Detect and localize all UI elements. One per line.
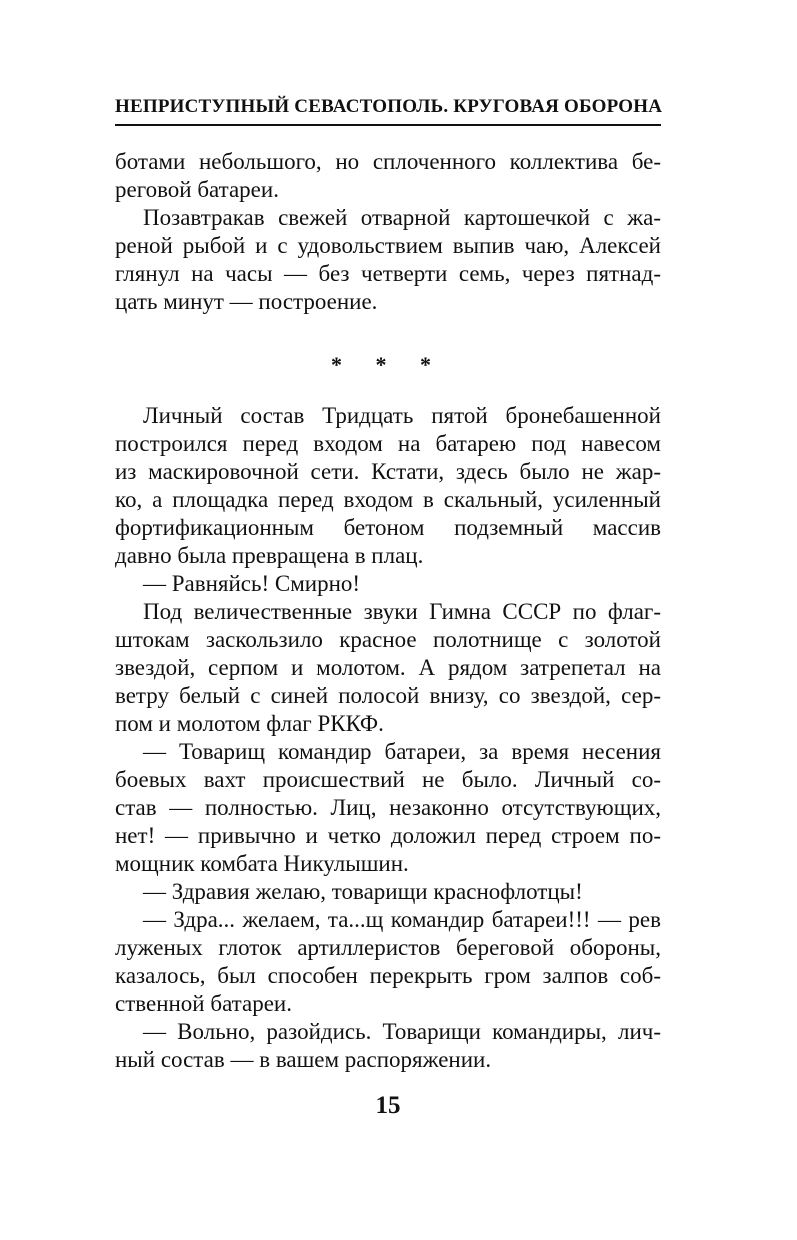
- text-line: нет! — привычно и четко доложил перед строем по-: [115, 823, 661, 848]
- paragraph-first-line: Личный состав Тридцать пятой бронебашенной: [143, 403, 661, 428]
- text-line: давно была превращена в плац.: [115, 543, 424, 568]
- text-line: боевых вахт происшествий не было. Личный со-: [115, 767, 661, 792]
- text-line: цать минут — построение.: [115, 289, 378, 314]
- running-title: НЕПРИСТУПНЫЙ СЕВАСТОПОЛЬ. КРУГОВАЯ ОБОРОНА: [115, 96, 663, 117]
- paragraph-first-line: Под величественные звуки Гимна СССР по флаг-: [143, 599, 661, 624]
- text-line: пом и молотом флаг РККФ.: [115, 711, 384, 736]
- text-line: ботами небольшого, но сплоченного коллектива бе-: [115, 149, 661, 174]
- text-line: реной рыбой и с удовольствием выпив чаю, Алексей: [115, 233, 661, 258]
- text-line: звездой, серпом и молотом. А рядом затрепетал на: [115, 655, 661, 680]
- text-line: штокам заскользило красное полотнище с золотой: [115, 627, 661, 652]
- text-line: из маскировочной сети. Кстати, здесь было не жар-: [115, 459, 661, 484]
- text-line: ный состав — в вашем распоряжении.: [115, 1047, 492, 1072]
- text-line: глянул на часы — без четверти семь, через пятнад-: [115, 261, 661, 286]
- dialogue-line: — Равняйсь! Смирно!: [143, 571, 361, 596]
- section-separator: * * *: [331, 352, 445, 377]
- page-number: 15: [375, 1092, 401, 1119]
- dialogue-line: — Товарищ командир батареи, за время несения: [143, 739, 661, 764]
- text-line: казалось, был способен перекрыть гром залпов соб-: [115, 963, 661, 988]
- text-line: мощник комбата Никулышин.: [115, 851, 409, 876]
- text-line: построился перед входом на батарею под навесом: [115, 431, 661, 456]
- text-line: ветру белый с синей полосой внизу, со звездой, сер-: [115, 683, 661, 708]
- dialogue-line: — Здра... желаем, та...щ командир батареи!!! — рев: [143, 907, 661, 932]
- text-line: ственной батареи.: [115, 991, 292, 1016]
- text-line: луженых глоток артиллеристов береговой обороны,: [115, 935, 661, 960]
- text-line: фортификационным бетоном подземный массив: [115, 515, 661, 540]
- dialogue-line: — Здравия желаю, товарищи краснофлотцы!: [143, 879, 583, 904]
- text-line: став — полностью. Лиц, незаконно отсутствующих,: [115, 795, 661, 820]
- text-line: ко, а площадка перед входом в скальный, усиленный: [115, 487, 661, 512]
- paragraph-first-line: Позавтракав свежей отварной картошечкой с жа-: [143, 205, 661, 230]
- dialogue-line: — Вольно, разойдись. Товарищи командиры, лич-: [143, 1019, 661, 1044]
- running-header: [115, 92, 661, 126]
- text-line: реговой батареи.: [115, 177, 279, 202]
